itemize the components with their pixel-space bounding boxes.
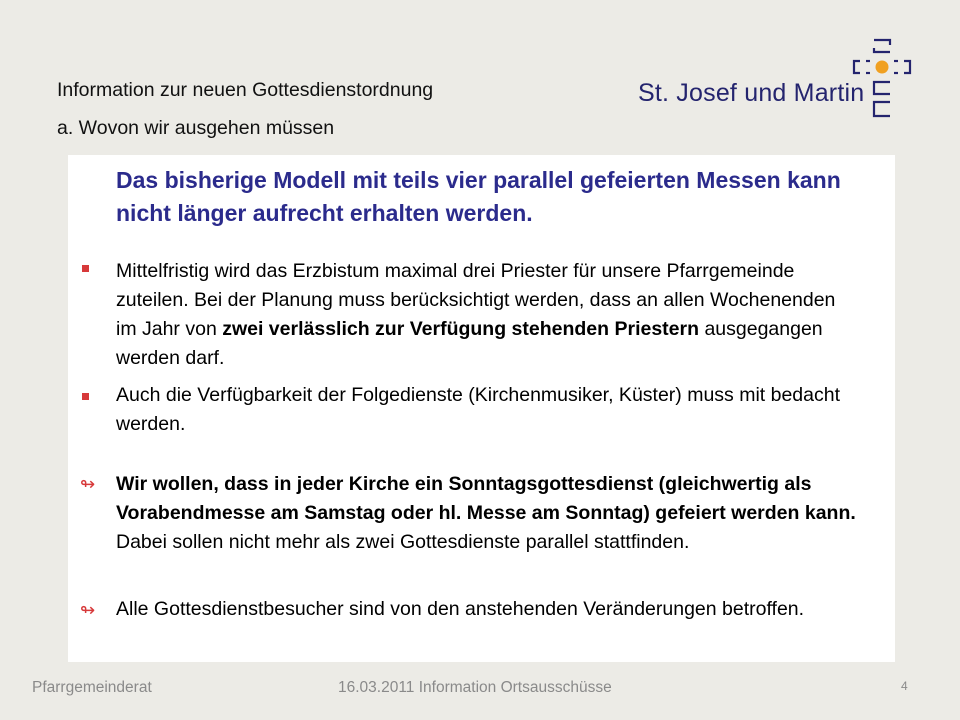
- footer-organization: Pfarrgemeinderat: [32, 679, 152, 696]
- cross-bracket-logo-icon: [850, 36, 914, 120]
- arrow-item-visitors: Alle Gottesdienstbesucher sind von den anstehenden Veränderungen betroffen.: [116, 598, 805, 620]
- arrow-item-goal: [116, 470, 856, 557]
- red-square-bullet-icon: [82, 265, 89, 272]
- bullet-text-end: ausgegangen werden darf.: [116, 318, 823, 369]
- logo-text: St. Josef und Martin: [638, 79, 865, 107]
- bullet-item-priests: [116, 257, 856, 373]
- goal-bold-text: Wir wollen, dass in jeder Kirche ein Sonntagsgottesdienst (gleichwertig als Vorabendmesse am Samstag oder hl. Messe am Sonntag) gefeiert werden kann.: [116, 473, 856, 524]
- curved-arrow-bullet-icon: ↬: [80, 600, 96, 620]
- footer-date-title: 16.03.2011 Information Ortsausschüsse: [338, 679, 612, 696]
- slide-title: Information zur neuen Gottesdienstordnung: [57, 79, 434, 101]
- goal-text: Dabei sollen nicht mehr als zwei Gottesdienste parallel stattfinden.: [116, 531, 690, 553]
- curved-arrow-bullet-icon: ↬: [80, 474, 96, 494]
- slide-subtitle: a. Wovon wir ausgehen müssen: [57, 117, 335, 139]
- page-number: 4: [901, 679, 908, 693]
- bullet-text: Mittelfristig wird das Erzbistum maximal drei Priester für unsere Pfarrgemeinde zuteilen. Bei der Planung muss berücksichtigt werden, dass an allen Wochenenden im Jahr von: [116, 260, 836, 340]
- red-square-bullet-icon: [82, 393, 89, 400]
- bullet-bold-text: zwei verlässlich zur Verfügung stehenden Priestern: [222, 318, 700, 340]
- bullet-item-services: Auch die Verfügbarkeit der Folgedienste (Kirchenmusiker, Küster) muss mit bedacht werden.: [116, 384, 841, 435]
- lead-statement: Das bisherige Modell mit teils vier parallel gefeierten Messen kann nicht länger aufrecht erhalten werden.: [116, 167, 841, 226]
